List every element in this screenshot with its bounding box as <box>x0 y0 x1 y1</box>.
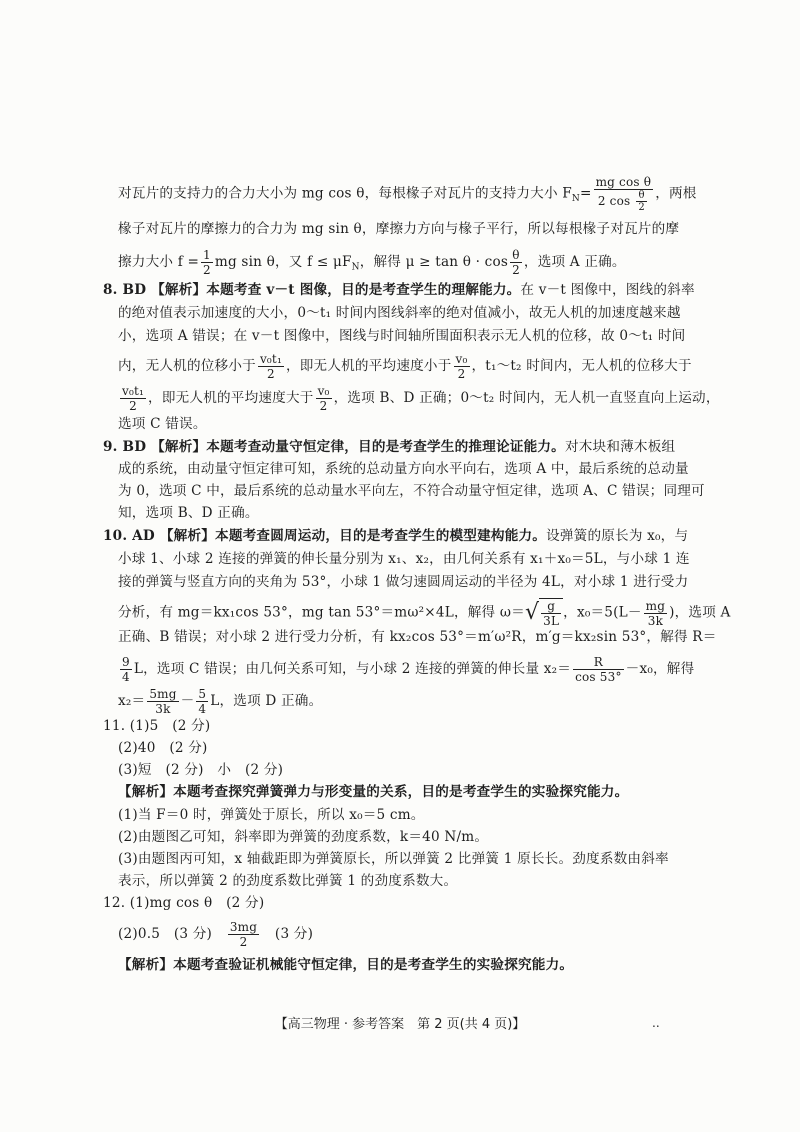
q11-heading: 【解析】本题考查探究弹簧弹力与形变量的关系，目的是考查学生的实验探究能力。 <box>118 784 629 800</box>
q10-text: L，选项 D 正确。 <box>210 693 323 709</box>
fraction <box>644 599 667 628</box>
q12-text: (3 分) <box>261 926 314 942</box>
cont-line-1 <box>118 175 697 213</box>
fraction-num: mg <box>645 598 666 613</box>
q10-text: 接的弹簧与竖直方向的夹角为 53°，小球 1 做匀速圆周运动的半径为 4L，对小球 1 进行受力 <box>118 574 689 590</box>
q9-text: 对木块和薄木板组 <box>564 439 676 455</box>
q8-line-1 <box>103 280 695 300</box>
q10-text: 设弹簧的原长为 x₀，与 <box>546 528 689 544</box>
q8-line-6 <box>118 414 207 434</box>
q9-text: 为 0，选项 C 中，最后系统的总动量水平向左，不符合动量守恒定律，选项 A、C 错误；同理可 <box>118 483 705 499</box>
q11-answer-1 <box>103 716 210 736</box>
fraction <box>120 655 132 684</box>
cont-line-3 <box>118 248 626 278</box>
fraction <box>120 384 146 413</box>
q8-line-2 <box>118 303 681 323</box>
fraction <box>228 920 259 949</box>
q10-text: 小球 1、小球 2 连接的弹簧的伸长量分别为 x₁、x₂，由几何关系有 x₁＋x₀＝5L，与小球 1 连 <box>118 551 690 567</box>
fraction-den: 3L <box>543 614 560 628</box>
cont-text: mg sin θ，又 f ≤ μF <box>214 254 352 270</box>
fraction-num: 3mg <box>229 920 258 934</box>
fraction-num: v₀ <box>455 352 468 366</box>
fraction-den-text: 2 cos <box>597 194 631 208</box>
cont-text: 椽子对瓦片的摩擦力的合力为 mg sin θ，摩擦力方向与椽子平行，所以每根椽子对瓦片的摩 <box>118 221 680 237</box>
fraction-num: 5 <box>198 687 207 701</box>
q8-text: 在 v－t 图像中，图线的斜率 <box>520 282 695 298</box>
q12-text: 12. (1)mg cos θ (2 分) <box>103 895 265 911</box>
fraction <box>201 248 213 277</box>
q11-text: 11. (1)5 (2 分) <box>103 718 211 734</box>
q8-text: ，即无人机的平均速度大于 <box>148 390 314 406</box>
q8-line-3 <box>118 326 685 346</box>
page-footer <box>0 1013 800 1032</box>
q11-analysis-2 <box>118 827 488 847</box>
fraction <box>147 687 178 716</box>
fraction-den: 3k <box>647 613 664 628</box>
q10-heading: 10. AD 【解析】本题考查圆周运动，目的是考查学生的模型建构能力。 <box>103 528 547 544</box>
q12-heading: 【解析】本题考查验证机械能守恒定律，目的是考查学生的实验探究能力。 <box>118 957 574 973</box>
fraction-inner <box>636 190 647 213</box>
fraction-num: mg cos θ <box>595 175 652 189</box>
fraction-num: g <box>541 599 561 614</box>
q8-text: ，t₁～t₂ 时间内，无人机的位移大于 <box>471 358 692 374</box>
q11-analysis-3 <box>118 849 669 869</box>
fraction-inner-num: θ <box>636 190 647 202</box>
q11-text: (3)由题图丙可知，x 轴截距即为弹簧原长，所以弹簧 2 比弹簧 1 原长长。劲度系数由斜率 <box>118 851 669 867</box>
fraction-den: 2 <box>512 263 520 277</box>
subscript: N <box>571 194 580 205</box>
q10-line-2 <box>118 549 690 569</box>
q11-text: (1)当 F＝0 时，弹簧处于原长，所以 x₀＝5 cm。 <box>118 807 425 823</box>
fraction <box>594 175 654 213</box>
q11-answer-3 <box>118 760 283 780</box>
fraction-num: 5mg <box>149 687 177 701</box>
fraction-inner-den: 2 <box>638 202 645 213</box>
fraction-den <box>594 190 654 213</box>
cont-text: 对瓦片的支持力的合力大小为 mg cos θ，每根椽子对瓦片的支持力大小 F <box>118 185 572 202</box>
fraction-den: 2 <box>267 367 275 381</box>
subscript: N <box>351 262 360 273</box>
fraction-den: 2 <box>457 367 466 381</box>
q11-analysis-4 <box>118 871 457 891</box>
fraction <box>258 352 284 381</box>
cont-text: ，选项 A 正确。 <box>523 254 626 270</box>
fraction-den: 4 <box>122 670 130 684</box>
fraction-num: v₀t₁ <box>259 352 282 366</box>
q11-text: (2)40 (2 分) <box>118 740 208 756</box>
square-root <box>525 598 563 628</box>
fraction <box>510 248 522 277</box>
fraction-den: 2 <box>203 263 211 277</box>
cont-line-2 <box>118 219 679 239</box>
fraction <box>573 655 624 684</box>
q8-text: ，即无人机的平均速度小于 <box>285 358 452 374</box>
q9-line-4 <box>118 503 259 523</box>
fraction <box>541 599 561 628</box>
q9-line-2 <box>118 459 689 479</box>
fraction <box>196 687 208 716</box>
q10-text: － <box>180 693 195 709</box>
q8-line-4 <box>118 352 692 381</box>
q10-text: －x₀，解得 <box>625 661 695 677</box>
q11-text: (2)由题图乙可知，斜率即为弹簧的劲度系数，k＝40 N/m。 <box>118 829 489 845</box>
fraction-num: 9 <box>122 655 130 669</box>
q10-text: x₂＝ <box>118 693 146 709</box>
q11-analysis-heading <box>118 782 628 802</box>
q8-heading: 8. BD 【解析】本题考查 v－t 图像，目的是考查学生的理解能力。 <box>103 282 521 298</box>
q9-text: 成的系统，由动量守恒定律可知，系统的总动量方向水平向右，选项 A 中，最后系统的总动量 <box>118 461 689 477</box>
q12-answer-2 <box>118 920 313 949</box>
q9-heading: 9. BD 【解析】本题考查动量守恒定律，目的是考查学生的推理论证能力。 <box>103 439 565 455</box>
scan-mark: .. <box>652 1016 660 1030</box>
q11-answer-2 <box>118 738 208 758</box>
radical-sign: √ <box>524 600 540 625</box>
q11-text: 表示，所以弹簧 2 的劲度系数比弹簧 1 的劲度系数大。 <box>118 873 458 889</box>
q10-text: 正确、B 错误；对小球 2 进行受力分析，有 kx₂cos 53°＝m′ω²R，m′g＝kx₂sin 53°，解得 R＝ <box>118 629 717 645</box>
radicand <box>539 598 563 628</box>
fraction-den: 3k <box>155 702 171 716</box>
q10-line-3 <box>118 572 688 592</box>
q8-text: 选项 C 错误。 <box>118 416 207 432</box>
q11-text: (3)短 (2 分) 小 (2 分) <box>118 762 284 778</box>
q11-analysis-1 <box>118 805 425 825</box>
q10-text: L，选项 C 错误；由几何关系可知，与小球 2 连接的弹簧的伸长量 x₂＝ <box>133 661 572 677</box>
q9-line-3 <box>118 481 705 501</box>
cont-text: 擦力大小 f = <box>118 254 200 270</box>
q8-text: 小，选项 A 错误；在 v－t 图像中，图线与时间轴所围面积表示无人机的位移，故 0～t₁ 时间 <box>118 328 686 344</box>
equals: = <box>579 185 592 202</box>
q10-line-7 <box>118 687 322 716</box>
q9-text: 知，选项 B、D 正确。 <box>118 505 259 521</box>
cont-text: ，两根 <box>655 185 697 202</box>
q12-text: (2)0.5 (3 分) <box>118 926 226 942</box>
fraction-den: 2 <box>129 399 137 413</box>
footer-text: 【高三物理 · 参考答案 第 2 页(共 4 页)】 <box>274 1017 526 1032</box>
cont-text: ，解得 μ ≥ tan θ · cos <box>359 254 509 270</box>
q10-line-4 <box>118 598 731 628</box>
fraction-num: R <box>573 655 624 670</box>
q8-text: ，选项 B、D 正确；0～t₂ 时间内，无人机一直竖直向上运动， <box>333 390 720 406</box>
q10-line-1 <box>103 526 688 546</box>
fraction <box>454 352 470 381</box>
q10-text: 分析，有 mg＝kx₁cos 53°，mg tan 53°＝mω²×4L，解得 ω＝ <box>118 604 525 621</box>
q8-line-5 <box>118 384 720 413</box>
fraction-num: 1 <box>203 248 211 262</box>
q10-text: )，选项 A <box>669 604 731 621</box>
fraction-den: 4 <box>198 702 207 716</box>
q10-line-6 <box>118 655 694 684</box>
fraction-den: 2 <box>239 935 248 949</box>
fraction <box>316 384 332 413</box>
fraction-num: θ <box>510 248 522 263</box>
q10-line-5 <box>118 627 717 647</box>
q8-text: 内，无人机的位移小于 <box>118 358 256 374</box>
fraction-den: 2 <box>319 399 328 413</box>
fraction-num: v₀t₁ <box>122 384 145 398</box>
q10-text: ，x₀＝5(L－ <box>563 604 642 621</box>
q12-answer-1 <box>103 893 264 913</box>
fraction-num: v₀ <box>317 384 330 398</box>
q8-text: 的绝对值表示加速度的大小，0～t₁ 时间内图线斜率的绝对值减小，故无人机的加速度越来越 <box>118 305 681 321</box>
q12-analysis-heading <box>118 955 573 975</box>
fraction-den: cos 53° <box>575 670 622 684</box>
q9-line-1 <box>103 437 675 457</box>
